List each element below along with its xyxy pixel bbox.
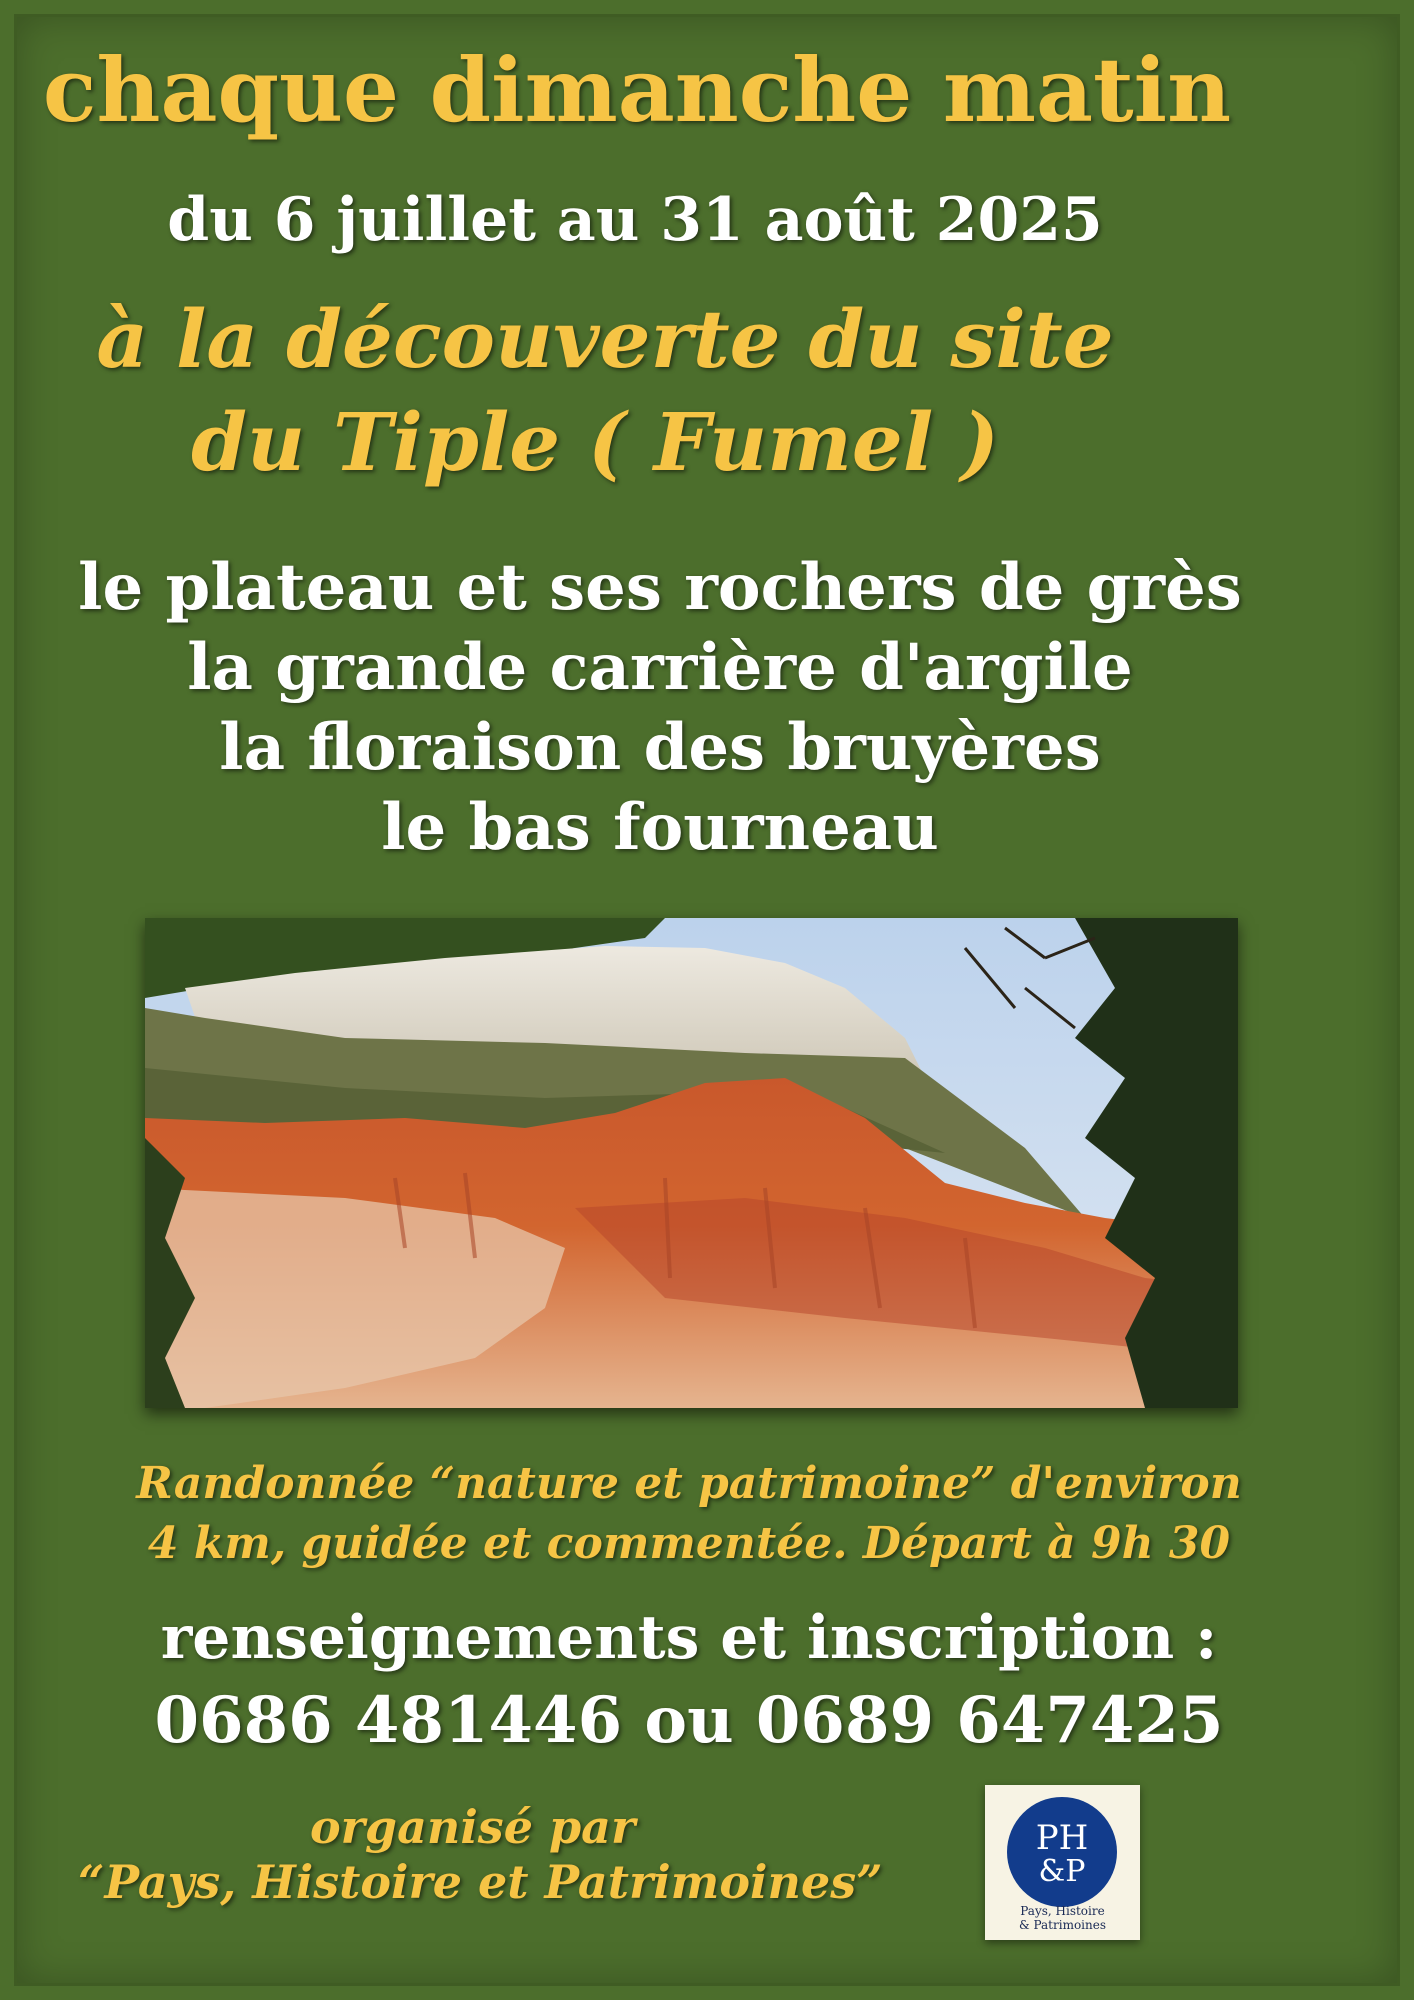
feature-item: la grande carrière d'argile — [187, 630, 1133, 705]
feature-item: le bas fourneau — [381, 790, 939, 865]
hike-description-line-1: Randonnée “nature et patrimoine” d'environ — [136, 1458, 1242, 1509]
logo-caption-line-1: Pays, Histoire — [1020, 1904, 1105, 1918]
hike-description-line-2: 4 km, guidée et commentée. Départ à 9h 30 — [147, 1518, 1231, 1569]
title-line-2: du Tiple ( Fumel ) — [191, 395, 999, 489]
logo-monogram-top: PH — [1035, 1818, 1089, 1858]
feature-item: le plateau et ses rochers de grès — [78, 550, 1242, 625]
organization-logo — [985, 1785, 1140, 1940]
info-label: renseignements et inscription : — [160, 1603, 1218, 1673]
logo-caption — [985, 1905, 1140, 1933]
organizer-name: “Pays, Histoire et Patrimoines” — [78, 1855, 883, 1909]
logo-monogram — [1007, 1797, 1117, 1907]
headline: chaque dimanche matin — [42, 38, 1232, 142]
quarry-photo — [145, 918, 1238, 1408]
title-line-1: à la découverte du site — [96, 292, 1114, 386]
feature-item: la floraison des bruyères — [219, 710, 1101, 785]
logo-monogram-bottom: &P — [1038, 1854, 1086, 1889]
date-range: du 6 juillet au 31 août 2025 — [167, 185, 1103, 255]
phone-numbers: 0686 481446 ou 0689 647425 — [154, 1683, 1224, 1758]
organizer-label: organisé par — [310, 1800, 636, 1854]
logo-caption-line-2: & Patrimoines — [1018, 1917, 1106, 1932]
